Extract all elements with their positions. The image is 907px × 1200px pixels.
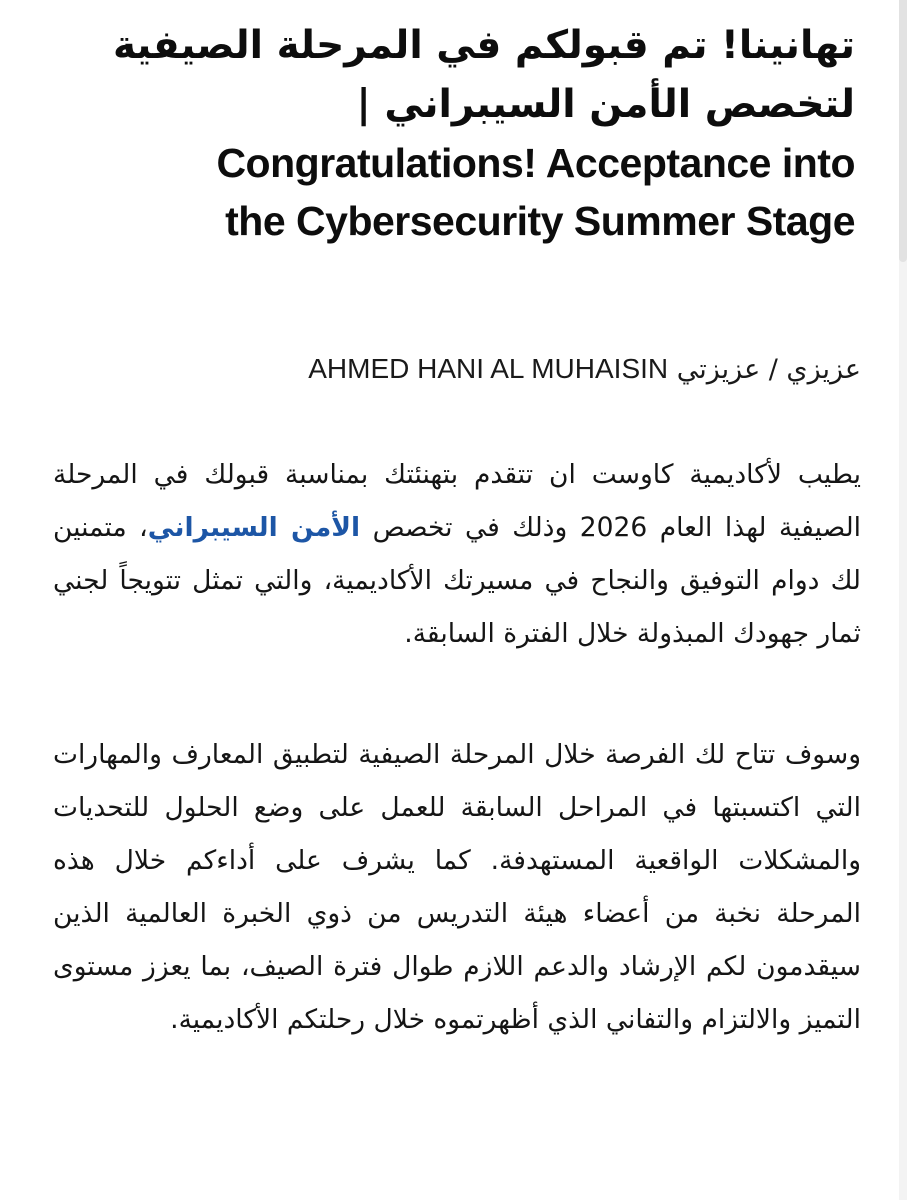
salutation-prefix: عزيزي / عزيزتي (676, 354, 861, 385)
paragraph-1-text-start: يطيب لأكاديمية كاوست ان تتقدم بتهنئتك بمناسبة قبولك في المرحلة الصيفية لهذا العام 2026 وذلك في تخصص (53, 459, 862, 543)
paragraph-2-text: وسوف تتاح لك الفرصة خلال المرحلة الصيفية لتطبيق المعارف والمهارات التي اكتسبتها في المراحل السابقة للعمل على وضع الحلول للتحديات والمشكلات الواقعية المستهدفة. كما يشرف على أداءكم خلال هذه المرحلة نخبة من أعضاء هيئة التدريس من ذوي الخبرة العالمية الذين سيقدمون لكم الإرشاد والدعم اللازم طوال فترة الصيف، بما يعزز مستوى التميز والالتزام والتفاني الذي أظهرتموه خلال رحلتكم الأكاديمية. (53, 739, 861, 1035)
title-english-line-2: the Cybersecurity Summer Stage (225, 198, 855, 244)
paragraph-1-text-end: ، متمنين لك دوام التوفيق والنجاح في مسيرتك الأكاديمية، والتي تمثل تتويجاً لجني ثمار جهودك المبذولة خلال الفترة السابقة. (53, 512, 861, 649)
body-paragraph-2 (53, 728, 861, 1046)
scrollbar-thumb[interactable] (899, 0, 907, 262)
recipient-name: AHMED HANI AL MUHAISIN (308, 353, 669, 384)
scrollbar-track[interactable] (899, 0, 907, 1200)
message-title (55, 16, 855, 250)
specialty-highlight: الأمن السيبراني (147, 512, 361, 543)
title-arabic-line-1: تهانينا! تم قبولكم في المرحلة الصيفية (113, 23, 855, 68)
title-english-line-1: Congratulations! Acceptance into (216, 140, 855, 186)
body-paragraph-1 (53, 448, 861, 660)
title-arabic-line-2: لتخصص الأمن السيبراني | (356, 82, 855, 127)
salutation (61, 345, 861, 394)
